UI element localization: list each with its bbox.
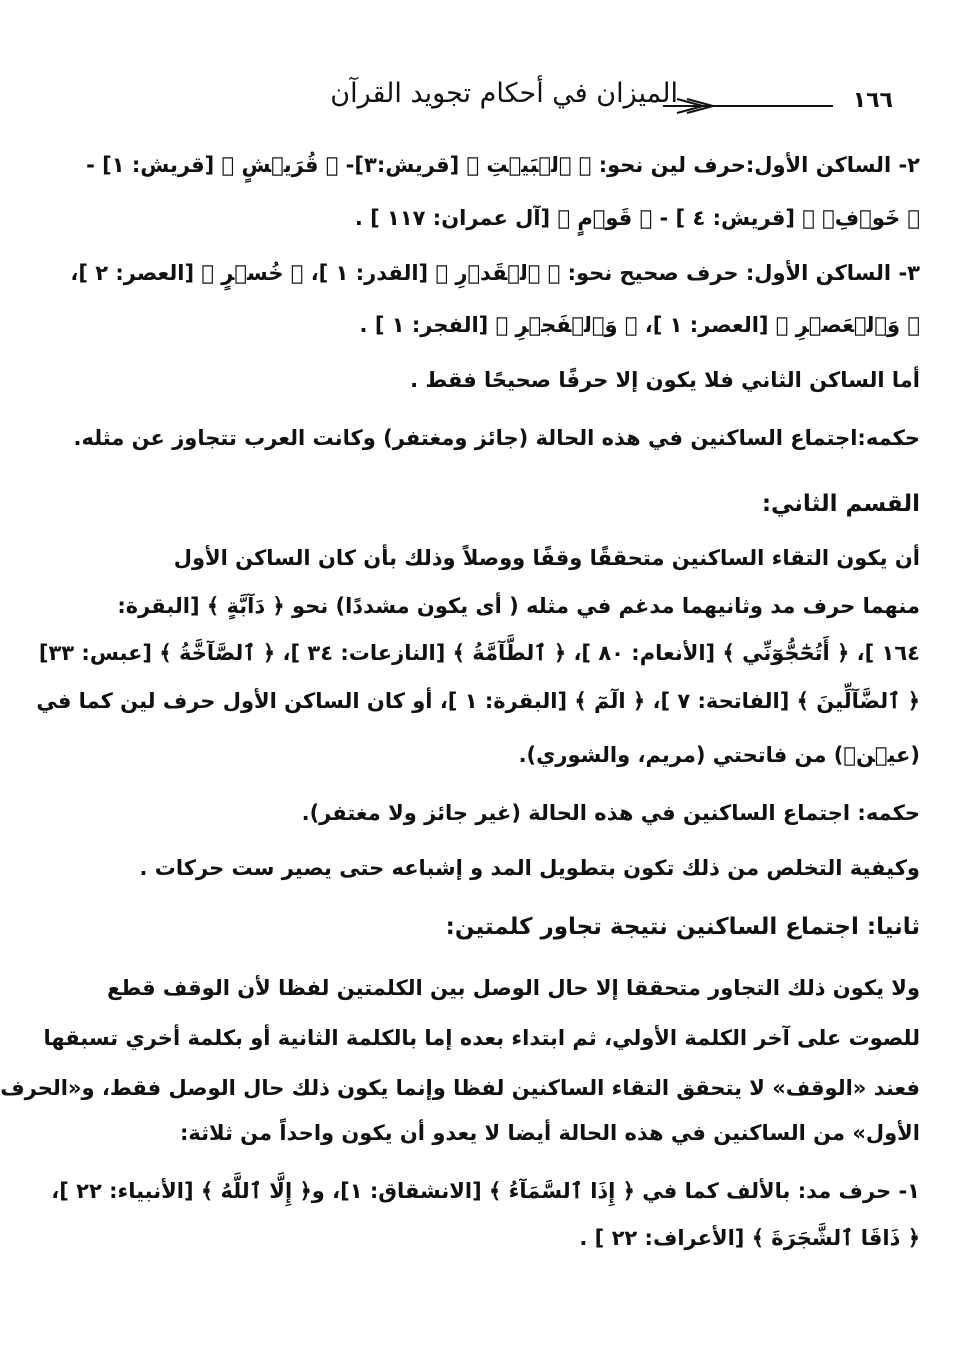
text-line: أن يكون التقاء الساكنين متحققًا وقفًا ووصلاً وذلك بأن كان الساكن الأول bbox=[173, 546, 920, 570]
text-line: (عيۡنۡ) من فاتحتي (مريم، والشوري). bbox=[518, 743, 920, 767]
text-line: ﴿ ذَاقَا ٱلشَّجَرَةَ ﴾ [الأعراف: ٢٢ ] . bbox=[579, 1226, 920, 1250]
text-line: منهما حرف مد وثانيهما مدغم في مثله ( أى يكون مشددًا) نحو ﴿ دَآبَّةٍ ﴾ [البقرة: bbox=[117, 594, 920, 618]
page-number: ١٦٦ bbox=[852, 88, 893, 113]
text-line: ﴿ وَٱلۡعَصۡرِ ﴾ [العصر: ١ ]، ﴿ وَٱلۡفَجۡرِ ﴾ [الفجر: ١ ] . bbox=[359, 313, 920, 337]
text-line: ١٦٤ ]، ﴿ أَتُحَٰٓجُّوٓنِّي ﴾ [الأنعام: ٨٠ ]، ﴿ ٱلطَّآمَّةُ ﴾ [النازعات: ٣٤ ]، ﴿ ٱلصَّآخَّةُ ﴾ [عبس: ٣٣] bbox=[38, 641, 920, 665]
text-line: أما الساكن الثاني فلا يكون إلا حرفًا صحيحًا فقط . bbox=[410, 368, 920, 392]
text-line: ﴿ خَوۡفِۭ ﴾ [قريش: ٤ ] - ﴿ قَوۡمٍ ﴾ [آل عمران: ١١٧ ] . bbox=[354, 206, 920, 230]
text-line: ١- حرف مد: بالألف كما في ﴿ إِذَا ٱلسَّمَآءُ ﴾ [الانشقاق: ١]، و﴿ إِلَّا ٱللَّهُ ﴾ [الأنبياء: ٢٢ ]، bbox=[51, 1179, 920, 1203]
text-line: وكيفية التخلص من ذلك تكون بتطويل المد و إشباعه حتى يصير ست حركات . bbox=[139, 856, 920, 880]
section-heading: القسم الثاني: bbox=[761, 491, 920, 517]
arrow-ornament-icon bbox=[663, 98, 833, 114]
text-line: حكمه:اجتماع الساكنين في هذه الحالة (جائز ومغتفر) وكانت العرب تتجاوز عن مثله. bbox=[73, 426, 920, 450]
text-line: حكمه: اجتماع الساكنين في هذه الحالة (غير جائز ولا مغتفر). bbox=[301, 801, 920, 825]
text-line: ٢- الساكن الأول:حرف لين نحو: ﴿ ٱلۡبَيۡتِ ﴾ [قريش:٣]- ﴿ قُرَيۡشٍ ﴾ [قريش: ١] - bbox=[86, 153, 920, 177]
text-line: للصوت على آخر الكلمة الأولي، ثم ابتداء بعده إما بالكلمة الثانية أو بكلمة أخري تسبقها bbox=[43, 1026, 920, 1050]
book-title: الميزان في أحكام تجويد القرآن bbox=[330, 78, 678, 109]
page-header bbox=[253, 74, 893, 134]
text-line: فعند «الوقف» لا يتحقق التقاء الساكنين لفظا وإنما يكون ذلك حال الوصل فقط، و«الحرف bbox=[0, 1076, 920, 1100]
section-heading: ثانيا: اجتماع الساكنين نتيجة تجاور كلمتين: bbox=[445, 914, 920, 940]
text-line: الأول» من الساكنين في هذه الحالة أيضا لا يعدو أن يكون واحداً من ثلاثة: bbox=[179, 1121, 920, 1145]
text-line: ﴿ ٱلضَّآلِّينَ ﴾ [الفاتحة: ٧ ]، ﴿ الٓمٓ ﴾ [البقرة: ١ ]، أو كان الساكن الأول حرف لين كما في bbox=[36, 689, 920, 713]
text-line: ٣- الساكن الأول: حرف صحيح نحو: ﴿ ٱلۡقَدۡرِ ﴾ [القدر: ١ ]، ﴿ خُسۡرٍ ﴾ [العصر: ٢ ]، bbox=[70, 261, 920, 285]
text-line: ولا يكون ذلك التجاور متحققا إلا حال الوصل بين الكلمتين لفظا لأن الوقف قطع bbox=[107, 976, 920, 1000]
